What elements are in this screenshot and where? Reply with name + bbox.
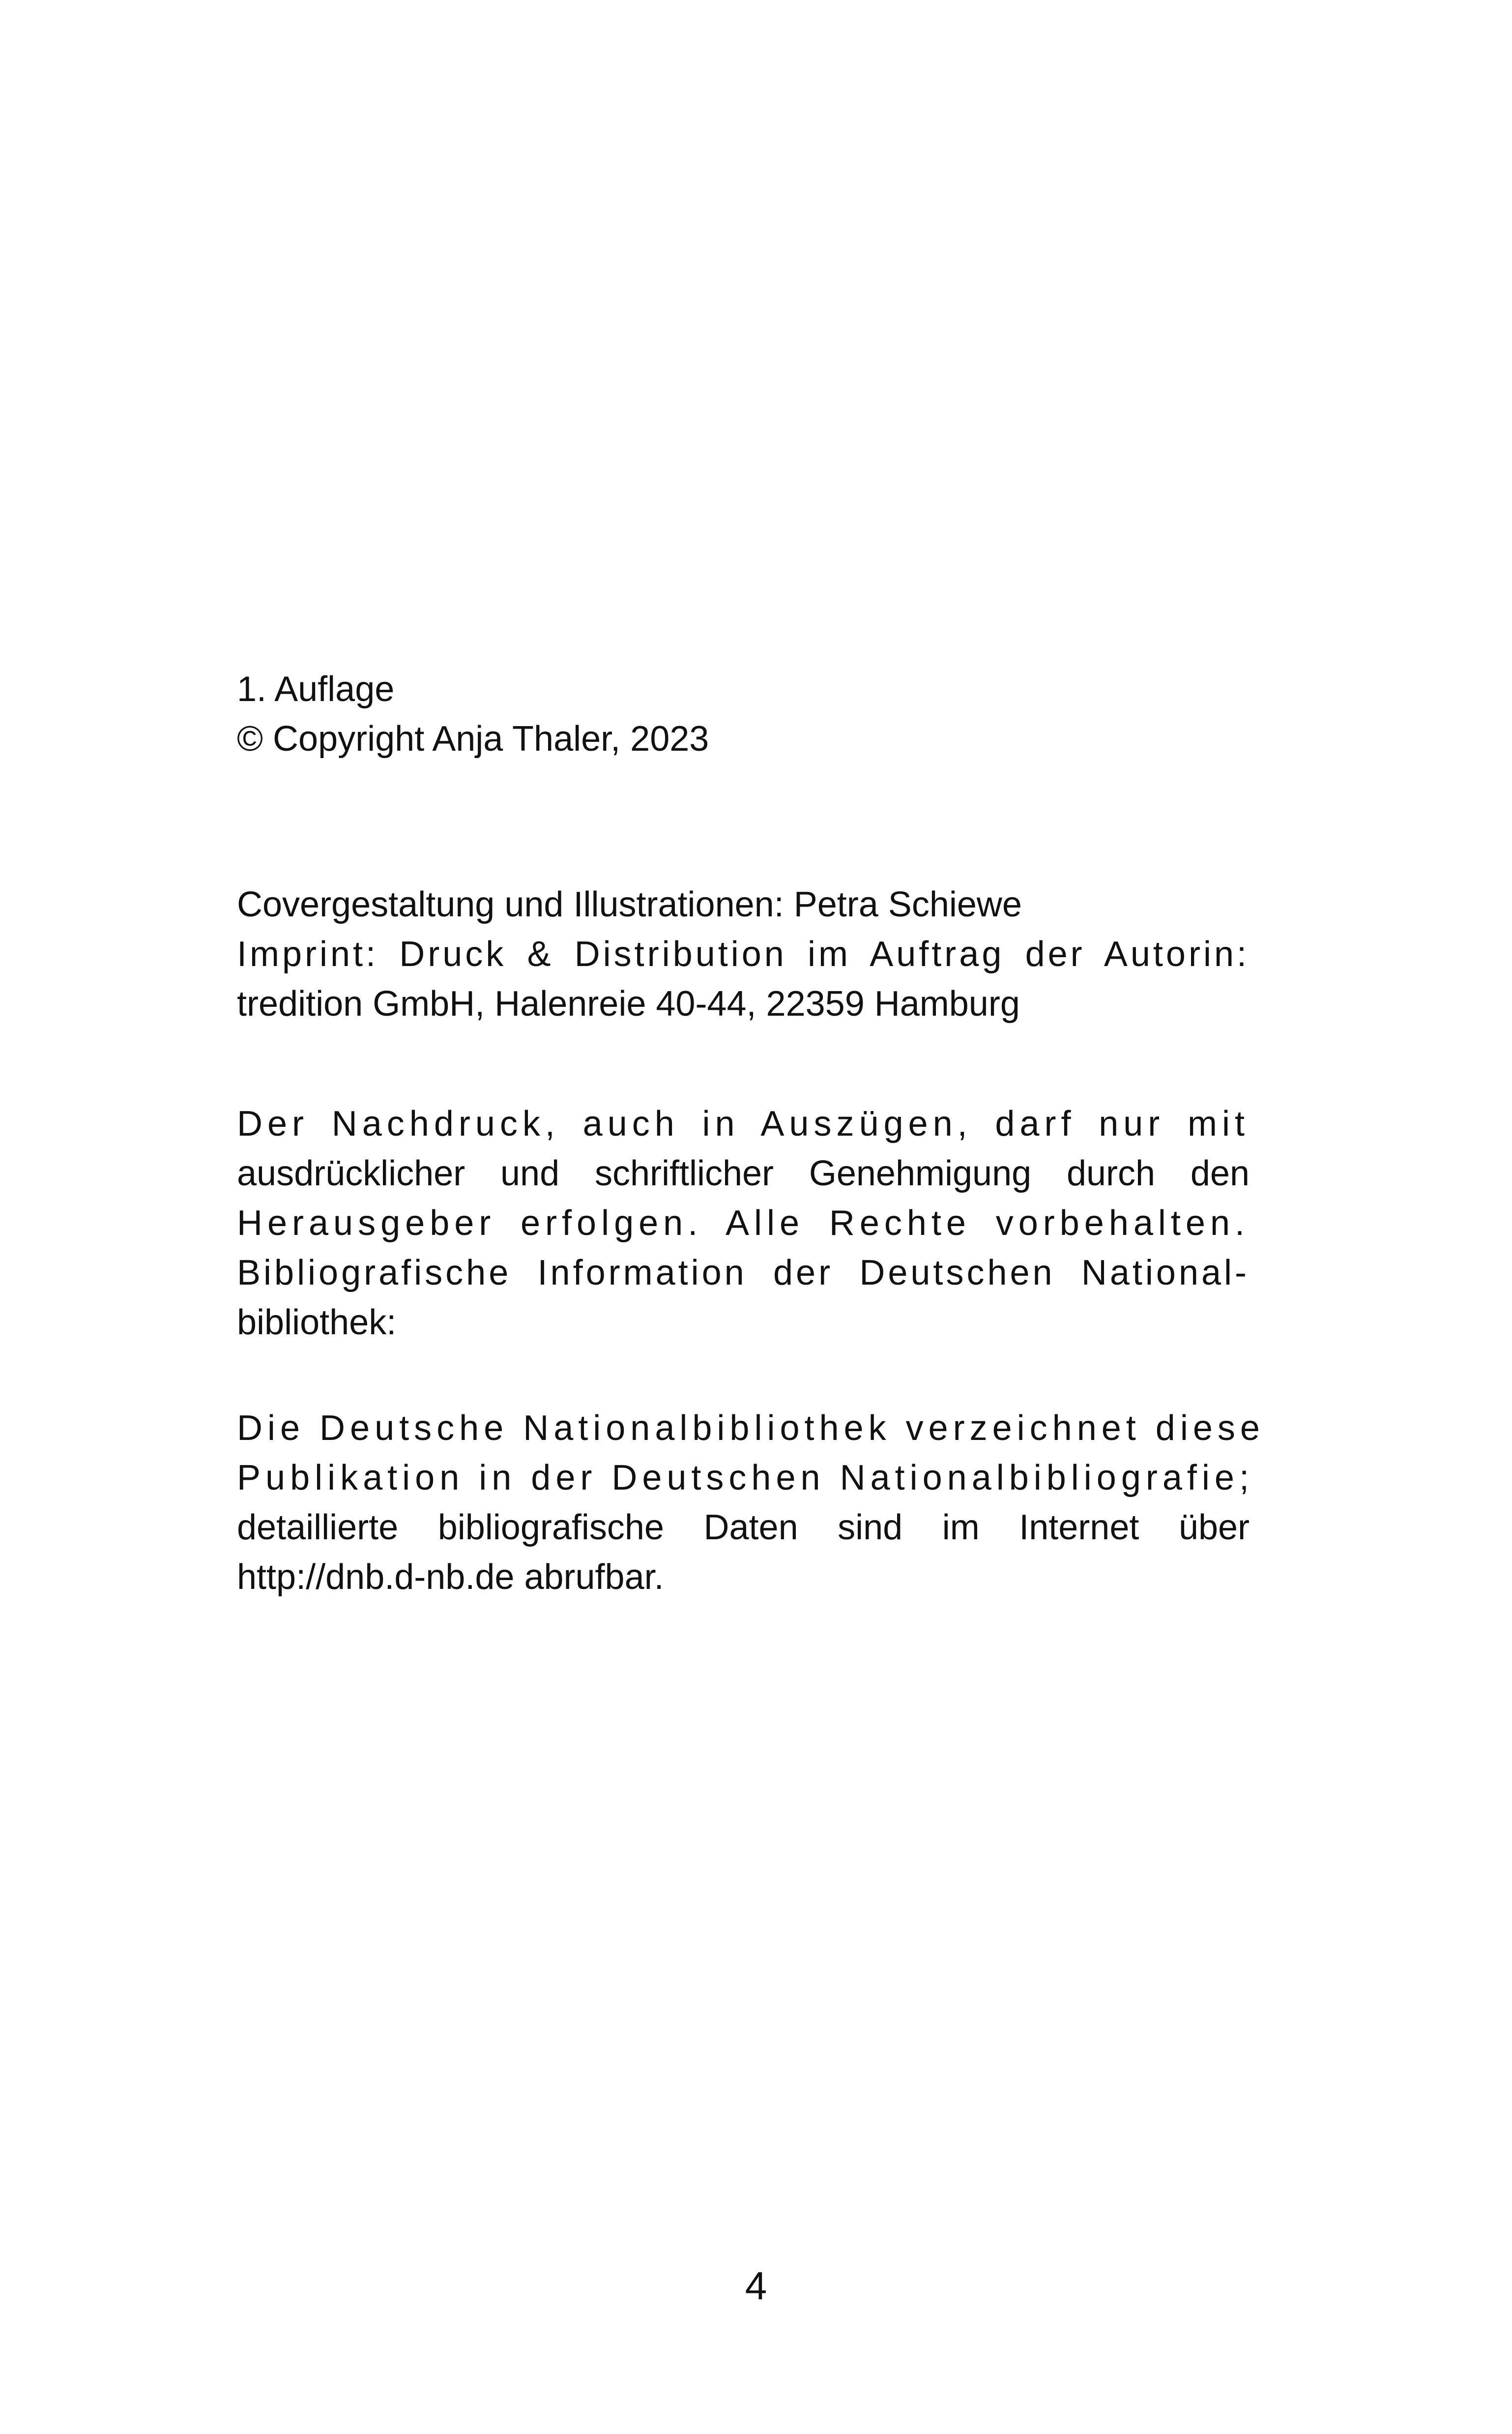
edition-block [237, 665, 1250, 764]
credits-block [237, 880, 1250, 1029]
page-number: 4 [745, 2264, 767, 2308]
dnb-block [237, 1404, 1265, 1602]
publisher-address: tredition GmbH, Halenreie 40-44, 22359 Hamburg [237, 984, 1020, 1024]
rights-line-4: Bibliografische Information der Deutschen National- [237, 1253, 1250, 1292]
rights-line-5: bibliothek: [237, 1303, 397, 1342]
edition-label: 1. Auflage [237, 670, 395, 709]
dnb-line-1: Die Deutsche Nationalbibliothek verzeichnet diese [237, 1408, 1265, 1448]
rights-line-1: Der Nachdruck, auch in Auszügen, darf nur mit [237, 1104, 1250, 1144]
cover-credit: Covergestaltung und Illustrationen: Petra Schiewe [237, 885, 1022, 924]
rights-line-3: Herausgeber erfolgen. Alle Rechte vorbehalten. [237, 1203, 1250, 1243]
dnb-line-3: detaillierte bibliografische Daten sind im Internet über [237, 1508, 1250, 1547]
rights-line-2: ausdrücklicher und schriftlicher Genehmigung durch den [237, 1154, 1250, 1193]
rights-block [237, 1099, 1250, 1348]
copyright-notice: © Copyright Anja Thaler, 2023 [237, 719, 709, 759]
dnb-line-2: Publikation in der Deutschen Nationalbibliografie; [237, 1458, 1254, 1497]
imprint-line: Imprint: Druck & Distribution im Auftrag der Autorin: [237, 935, 1250, 974]
dnb-link-line: http://dnb.d-nb.de abrufbar. [237, 1557, 664, 1597]
